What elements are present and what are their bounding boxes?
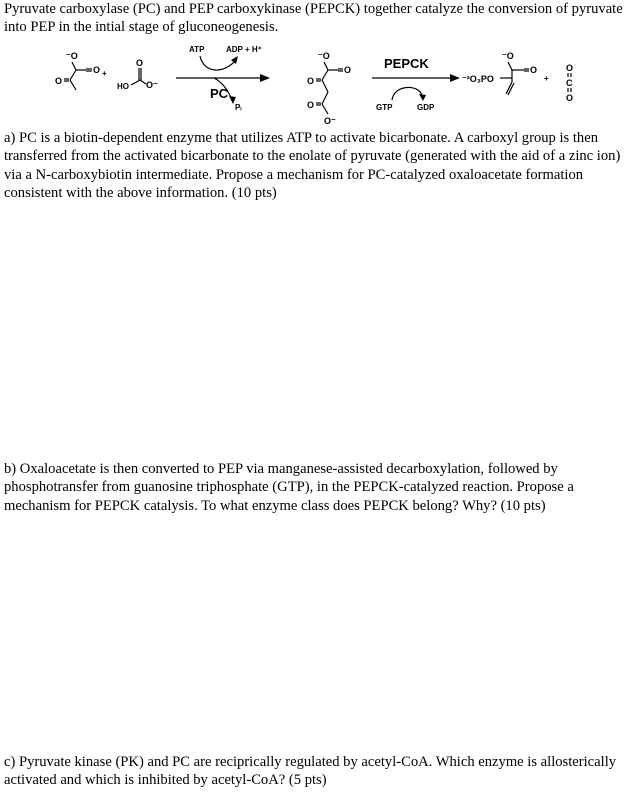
pyruvate-o-carbonyl: O [93,65,101,75]
pyruvate-o-minus: ⁻O [66,51,78,61]
bicarbonate-structure [117,58,158,91]
plus-sign-2: + [544,74,549,83]
oaa-o-top: O [344,65,352,75]
co2-o-top: O [566,63,574,73]
question-c: c) Pyruvate kinase (PK) and PC are reciprically regulated by acetyl-CoA. Which enzyme is allosterically activated and which is inhibited by acetyl-CoA? (5 pts) [4,754,617,789]
oaa-o-minus-top: ⁻O [318,51,330,61]
pc-arrow [176,45,270,112]
pyruvate-o-ketone: O [55,76,63,86]
atp-label: ATP [189,45,205,54]
pyruvate-structure [55,51,100,90]
co2-c: C [566,78,573,88]
oaa-o-minus-bottom: O⁻ [324,116,336,126]
pep-o-minus: ⁻O [502,51,514,61]
pc-enzyme-label: PC [210,86,229,101]
oaa-o-mid: O [307,76,315,86]
gtp-label: GTP [376,103,393,112]
pi-label: Pᵢ [235,103,242,112]
plus-sign-1: + [102,69,107,78]
co2-structure [566,63,573,103]
pep-phosphate: ⁻²O₃PO [462,74,494,84]
intro-text: Pyruvate carboxylase (PC) and PEP carboxykinase (PEPCK) together catalyze the conversion of pyruvate into PEP in the intial stage of gluconeogenesis. [4,1,623,36]
co2-o-bottom: O [566,93,574,103]
pepck-arrow [372,56,460,112]
pepck-enzyme-label: PEPCK [384,56,429,71]
bicarbonate-o-minus: O⁻ [146,80,158,90]
bicarbonate-o-top: O [136,58,144,68]
bicarbonate-ho: HO [117,82,129,91]
oxaloacetate-structure [307,51,351,126]
pep-o-carbonyl: O [530,65,538,75]
pep-structure [462,51,537,95]
question-a: a) PC is a biotin-dependent enzyme that utilizes ATP to activate bicarbonate. A carboxyl group is then transferred from the activated bicarbonate to the enolate of pyruvate (generated with the aid of a zinc ion) via a N-carboxybiotin intermediate. Propose a mechanism for PC-catalyzed oxaloacetate formation consistent with the above information. (10 pts) [4,130,621,202]
oaa-o-low: O [307,100,315,110]
gdp-label: GDP [417,103,435,112]
adp-label: ADP + H⁺ [226,45,262,54]
reaction-scheme [0,38,632,128]
question-b: b) Oxaloacetate is then converted to PEP via manganese-assisted decarboxylation, followed by phosphotransfer from guanosine triphosphate (GTP), in the PEPCK-catalyzed reaction. Propose a mechanism for PEPCK catalysis. To what enzyme class does PEPCK belong? Why? (10 pts) [4,461,574,514]
